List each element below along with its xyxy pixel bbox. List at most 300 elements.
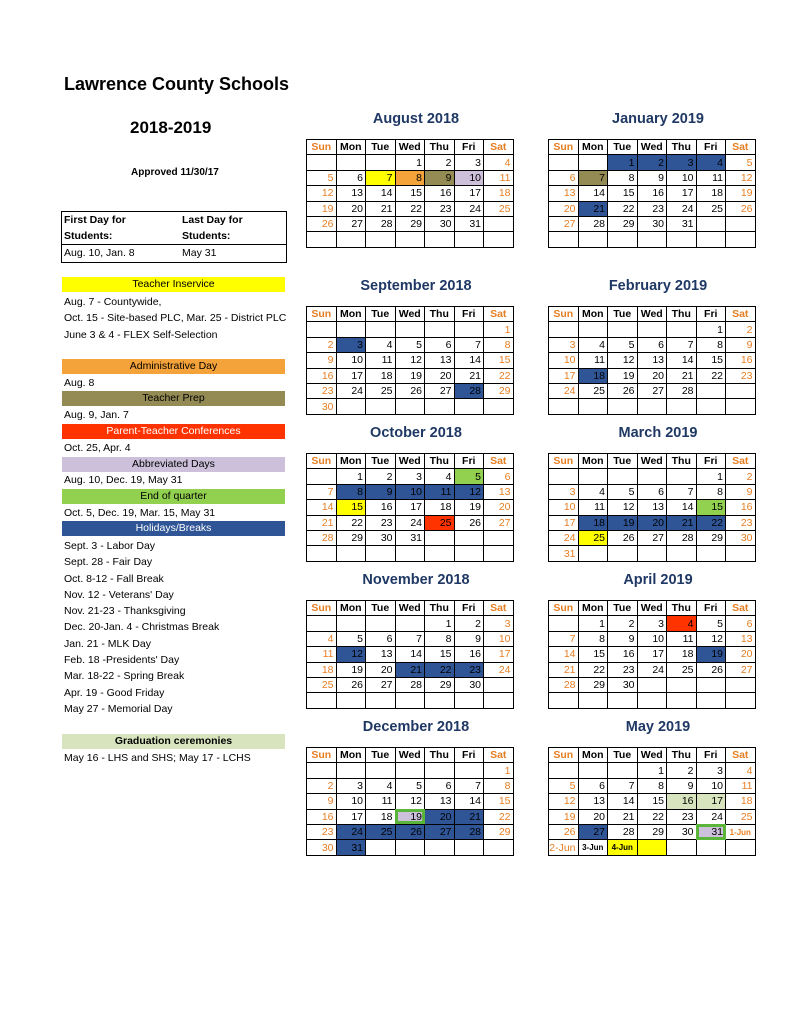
weekday-header: Tue (366, 454, 396, 469)
day-cell (667, 322, 697, 337)
weekday-header: Tue (366, 601, 396, 616)
weekday-header: Fri (696, 748, 726, 763)
day-cell (484, 530, 514, 545)
day-cell: 10 (696, 778, 726, 793)
day-cell: 17 (667, 186, 697, 201)
month-calendar (306, 139, 514, 248)
day-cell: 3 (336, 778, 366, 793)
day-cell (637, 322, 667, 337)
day-cell: 18 (696, 186, 726, 201)
day-cell: 1 (608, 155, 638, 170)
day-cell: 17 (484, 647, 514, 662)
month-title: December 2018 (362, 719, 470, 735)
weekday-header: Mon (336, 454, 366, 469)
weekday-header: Wed (637, 601, 667, 616)
month-title: February 2019 (608, 278, 708, 294)
weekday-header: Fri (696, 454, 726, 469)
last-day-label-2: Students: (182, 230, 231, 242)
day-cell (307, 155, 337, 170)
day-cell: 24 (637, 662, 667, 677)
day-cell (549, 469, 579, 484)
day-cell (608, 399, 638, 414)
day-cell: 2-Jun (549, 840, 579, 855)
legend-line: Oct. 8-12 - Fall Break (64, 572, 164, 585)
day-cell: 14 (667, 353, 697, 368)
day-cell (726, 399, 756, 414)
weekday-header: Wed (395, 140, 425, 155)
weekday-header: Mon (578, 601, 608, 616)
day-cell: 20 (484, 500, 514, 515)
day-cell: 16 (726, 353, 756, 368)
weekday-header: Sun (307, 748, 337, 763)
month-title: November 2018 (362, 572, 470, 588)
month-title: September 2018 (360, 278, 472, 294)
day-cell (395, 399, 425, 414)
legend-line: Aug. 7 - Countywide, (64, 296, 162, 308)
weekday-header: Sun (549, 748, 579, 763)
day-cell (696, 399, 726, 414)
day-cell: 2 (726, 322, 756, 337)
day-cell: 25 (366, 383, 396, 398)
day-cell: 28 (578, 216, 608, 231)
day-cell (549, 322, 579, 337)
day-cell: 15 (395, 186, 425, 201)
day-cell: 18 (366, 809, 396, 824)
day-cell: 14 (667, 500, 697, 515)
day-cell (336, 693, 366, 708)
day-cell: 26 (696, 662, 726, 677)
day-cell: 19 (454, 500, 484, 515)
day-cell: 24 (395, 515, 425, 530)
day-cell: 16 (425, 186, 455, 201)
day-cell (425, 763, 455, 778)
day-cell: 25 (578, 530, 608, 545)
day-cell (578, 322, 608, 337)
approval-date: Approved 11/30/17 (131, 167, 219, 178)
legend-parent-teacher-text (64, 440, 131, 456)
day-cell: 5 (395, 778, 425, 793)
day-cell: 8 (336, 484, 366, 499)
day-cell (667, 469, 697, 484)
day-cell: 18 (578, 515, 608, 530)
legend-administrative-text (64, 375, 94, 391)
day-cell: 8 (484, 778, 514, 793)
day-cell: 28 (307, 530, 337, 545)
weekday-header: Thu (425, 140, 455, 155)
day-cell: 28 (395, 677, 425, 692)
day-cell: 12 (307, 186, 337, 201)
day-cell (637, 840, 667, 855)
day-cell: 23 (726, 515, 756, 530)
day-cell: 7 (667, 484, 697, 499)
day-cell: 18 (667, 647, 697, 662)
day-cell: 3 (454, 155, 484, 170)
day-cell: 11 (366, 794, 396, 809)
day-cell: 6 (425, 337, 455, 352)
day-cell: 20 (578, 809, 608, 824)
day-cell (484, 399, 514, 414)
day-cell (307, 693, 337, 708)
day-cell (307, 469, 337, 484)
day-cell: 26 (726, 201, 756, 216)
day-cell: 1 (336, 469, 366, 484)
day-cell (307, 546, 337, 561)
month-calendar (548, 139, 756, 248)
legend-administrative-day: Administrative Day (62, 359, 285, 374)
day-cell (454, 322, 484, 337)
weekday-header: Sat (484, 601, 514, 616)
day-cell (366, 840, 396, 855)
day-cell: 15 (608, 186, 638, 201)
day-cell: 14 (549, 647, 579, 662)
day-cell (425, 530, 455, 545)
day-cell: 19 (395, 368, 425, 383)
weekday-header: Fri (454, 454, 484, 469)
day-cell (366, 616, 396, 631)
day-cell: 13 (637, 500, 667, 515)
day-cell: 17 (549, 515, 579, 530)
day-cell (425, 322, 455, 337)
day-cell: 8 (578, 631, 608, 646)
day-cell (336, 399, 366, 414)
day-cell: 1 (578, 616, 608, 631)
day-cell (726, 693, 756, 708)
day-cell: 4 (484, 155, 514, 170)
day-cell: 9 (726, 484, 756, 499)
day-cell: 1 (696, 469, 726, 484)
day-cell: 11 (307, 647, 337, 662)
day-cell: 25 (425, 515, 455, 530)
day-cell (637, 399, 667, 414)
weekday-header: Fri (696, 307, 726, 322)
day-cell: 18 (578, 368, 608, 383)
day-cell (608, 546, 638, 561)
day-cell: 14 (454, 794, 484, 809)
day-cell: 8 (696, 484, 726, 499)
day-cell: 24 (549, 383, 579, 398)
day-cell: 27 (637, 383, 667, 398)
day-cell: 11 (696, 170, 726, 185)
day-cell: 4 (425, 469, 455, 484)
day-cell: 10 (454, 170, 484, 185)
day-cell: 22 (696, 368, 726, 383)
day-cell: 2 (307, 337, 337, 352)
day-cell: 15 (484, 353, 514, 368)
day-cell (637, 677, 667, 692)
day-cell (578, 155, 608, 170)
day-cell: 4-Jun (608, 840, 638, 855)
day-cell: 14 (578, 186, 608, 201)
day-cell (549, 155, 579, 170)
weekday-header: Sun (307, 601, 337, 616)
legend-abbreviated-days: Abbreviated Days (62, 457, 285, 472)
day-cell: 6 (637, 484, 667, 499)
weekday-header: Tue (366, 748, 396, 763)
day-cell: 20 (425, 368, 455, 383)
first-day-value: Aug. 10, Jan. 8 (64, 247, 135, 259)
day-cell: 24 (336, 824, 366, 839)
last-day-label: Last Day for (182, 214, 243, 226)
day-cell: 6 (549, 170, 579, 185)
day-cell: 27 (549, 216, 579, 231)
day-cell: 28 (667, 530, 697, 545)
day-cell: 15 (637, 794, 667, 809)
day-cell: 3 (549, 337, 579, 352)
day-cell: 30 (608, 677, 638, 692)
day-cell: 30 (637, 216, 667, 231)
day-cell: 29 (696, 530, 726, 545)
weekday-header: Tue (366, 140, 396, 155)
day-cell: 17 (336, 368, 366, 383)
day-cell (366, 232, 396, 247)
day-cell (667, 546, 697, 561)
weekday-header: Sun (549, 601, 579, 616)
day-cell: 21 (549, 662, 579, 677)
day-cell: 21 (667, 368, 697, 383)
day-cell: 21 (366, 201, 396, 216)
day-cell: 16 (608, 647, 638, 662)
month-title: April 2019 (623, 572, 693, 588)
weekday-header: Thu (425, 307, 455, 322)
day-cell: 26 (608, 383, 638, 398)
day-cell (395, 616, 425, 631)
page-title: Lawrence County Schools (64, 74, 290, 94)
day-cell (549, 399, 579, 414)
day-cell: 23 (366, 515, 396, 530)
day-cell: 6 (366, 631, 396, 646)
day-cell (608, 763, 638, 778)
day-cell: 19 (307, 201, 337, 216)
day-cell: 31 (549, 546, 579, 561)
legend-line: Mar. 18-22 - Spring Break (64, 670, 185, 683)
day-cell: 11 (667, 631, 697, 646)
day-cell: 24 (454, 201, 484, 216)
day-cell: 16 (366, 500, 396, 515)
day-cell (667, 232, 697, 247)
day-cell: 5 (608, 484, 638, 499)
day-cell: 23 (425, 201, 455, 216)
day-cell: 12 (336, 647, 366, 662)
day-cell: 15 (336, 500, 366, 515)
day-cell: 4 (366, 337, 396, 352)
day-cell: 30 (726, 530, 756, 545)
weekday-header: Thu (667, 140, 697, 155)
day-cell: 22 (336, 515, 366, 530)
day-cell: 2 (454, 616, 484, 631)
day-cell: 13 (425, 353, 455, 368)
day-cell: 25 (726, 809, 756, 824)
day-cell: 12 (696, 631, 726, 646)
day-cell: 7 (366, 170, 396, 185)
day-cell: 1 (484, 322, 514, 337)
day-cell (726, 840, 756, 855)
day-cell (637, 693, 667, 708)
day-cell: 15 (696, 500, 726, 515)
day-cell (667, 677, 697, 692)
day-cell: 18 (484, 186, 514, 201)
day-cell: 3 (667, 155, 697, 170)
day-cell: 22 (395, 201, 425, 216)
day-cell: 26 (336, 677, 366, 692)
day-cell (484, 840, 514, 855)
day-cell: 24 (667, 201, 697, 216)
day-cell: 8 (484, 337, 514, 352)
day-cell (366, 322, 396, 337)
day-cell (696, 383, 726, 398)
day-cell: 10 (549, 353, 579, 368)
month-calendar (548, 747, 756, 856)
day-cell: 10 (395, 484, 425, 499)
day-cell: 24 (696, 809, 726, 824)
day-cell: 10 (549, 500, 579, 515)
school-year: 2018-2019 (130, 118, 212, 137)
weekday-header: Tue (608, 140, 638, 155)
day-cell: 28 (454, 824, 484, 839)
weekday-header: Mon (336, 140, 366, 155)
weekday-header: Mon (336, 748, 366, 763)
legend-abbreviated-text (64, 472, 182, 488)
day-cell (366, 693, 396, 708)
day-cell: 22 (484, 809, 514, 824)
legend-line: Oct. 15 - Site-based PLC, Mar. 25 - District PLC (64, 312, 287, 325)
day-cell: 28 (608, 824, 638, 839)
day-cell (395, 232, 425, 247)
weekday-header: Sat (726, 454, 756, 469)
day-cell: 12 (454, 484, 484, 499)
month-title: August 2018 (372, 111, 460, 127)
day-cell: 11 (578, 353, 608, 368)
day-cell: 4 (578, 484, 608, 499)
weekday-header: Thu (425, 601, 455, 616)
legend-teacher-prep-text (64, 407, 129, 423)
day-cell: 27 (484, 515, 514, 530)
day-cell (549, 693, 579, 708)
day-cell: 24 (549, 530, 579, 545)
day-cell: 26 (549, 824, 579, 839)
day-cell: 17 (696, 794, 726, 809)
weekday-header: Wed (395, 454, 425, 469)
day-cell (454, 399, 484, 414)
day-cell: 15 (484, 794, 514, 809)
day-cell: 20 (549, 201, 579, 216)
day-cell: 23 (637, 201, 667, 216)
day-cell: 17 (549, 368, 579, 383)
weekday-header: Thu (667, 454, 697, 469)
day-cell: 3 (336, 337, 366, 352)
day-cell (454, 546, 484, 561)
day-cell: 8 (395, 170, 425, 185)
day-cell (726, 216, 756, 231)
first-day-label: First Day for (64, 214, 126, 226)
weekday-header: Thu (425, 454, 455, 469)
day-cell: 23 (667, 809, 697, 824)
day-cell: 11 (484, 170, 514, 185)
day-cell: 11 (366, 353, 396, 368)
day-cell: 3 (637, 616, 667, 631)
day-cell: 12 (726, 170, 756, 185)
day-cell: 30 (425, 216, 455, 231)
weekday-header: Sat (484, 454, 514, 469)
day-cell (425, 693, 455, 708)
day-cell: 22 (696, 515, 726, 530)
day-cell: 16 (667, 794, 697, 809)
day-cell: 13 (484, 484, 514, 499)
first-day-label-2: Students: (64, 230, 113, 242)
weekday-header: Sat (484, 140, 514, 155)
day-cell: 4 (366, 778, 396, 793)
day-cell: 6 (578, 778, 608, 793)
day-cell (608, 469, 638, 484)
day-cell: 14 (454, 353, 484, 368)
day-cell: 7 (395, 631, 425, 646)
day-cell: 22 (608, 201, 638, 216)
day-cell: 30 (366, 530, 396, 545)
day-cell: 19 (696, 647, 726, 662)
day-cell (608, 232, 638, 247)
weekday-header: Mon (578, 748, 608, 763)
legend-teacher-inservice-text (64, 294, 286, 343)
day-cell: 11 (578, 500, 608, 515)
day-cell: 22 (484, 368, 514, 383)
month-title: October 2018 (370, 425, 462, 441)
day-cell: 9 (454, 631, 484, 646)
weekday-header: Mon (578, 307, 608, 322)
weekday-header: Sat (484, 307, 514, 322)
day-cell: 3 (549, 484, 579, 499)
day-cell (667, 840, 697, 855)
day-cell: 18 (425, 500, 455, 515)
weekday-header: Sun (307, 454, 337, 469)
day-cell: 13 (336, 186, 366, 201)
day-cell (637, 546, 667, 561)
legend-holidays: Holidays/Breaks (62, 521, 285, 536)
day-cell (578, 232, 608, 247)
day-cell: 2 (637, 155, 667, 170)
day-cell: 25 (484, 201, 514, 216)
last-day-value: May 31 (182, 247, 217, 259)
day-cell: 18 (726, 794, 756, 809)
day-cell (366, 399, 396, 414)
weekday-header: Wed (637, 307, 667, 322)
day-cell: 12 (395, 353, 425, 368)
day-cell: 3-Jun (578, 840, 608, 855)
day-cell (726, 232, 756, 247)
weekday-header: Fri (454, 748, 484, 763)
day-cell (484, 232, 514, 247)
weekday-header: Sat (726, 140, 756, 155)
legend-line: Sept. 28 - Fair Day (64, 556, 153, 569)
day-cell: 14 (395, 647, 425, 662)
day-cell (484, 693, 514, 708)
legend-line: Aug. 8 (64, 377, 95, 389)
day-cell (637, 469, 667, 484)
day-cell: 1 (696, 322, 726, 337)
day-cell: 5 (549, 778, 579, 793)
day-cell: 5 (336, 631, 366, 646)
day-cell: 31 (667, 216, 697, 231)
legend-line: Dec. 20-Jan. 4 - Christmas Break (64, 621, 220, 634)
day-cell: 9 (726, 337, 756, 352)
day-cell: 15 (696, 353, 726, 368)
day-cell: 23 (307, 824, 337, 839)
day-cell: 25 (307, 677, 337, 692)
day-cell: 21 (395, 662, 425, 677)
weekday-header: Tue (608, 748, 638, 763)
day-cell: 14 (307, 500, 337, 515)
day-cell: 16 (454, 647, 484, 662)
day-cell (484, 216, 514, 231)
day-cell: 13 (425, 794, 455, 809)
